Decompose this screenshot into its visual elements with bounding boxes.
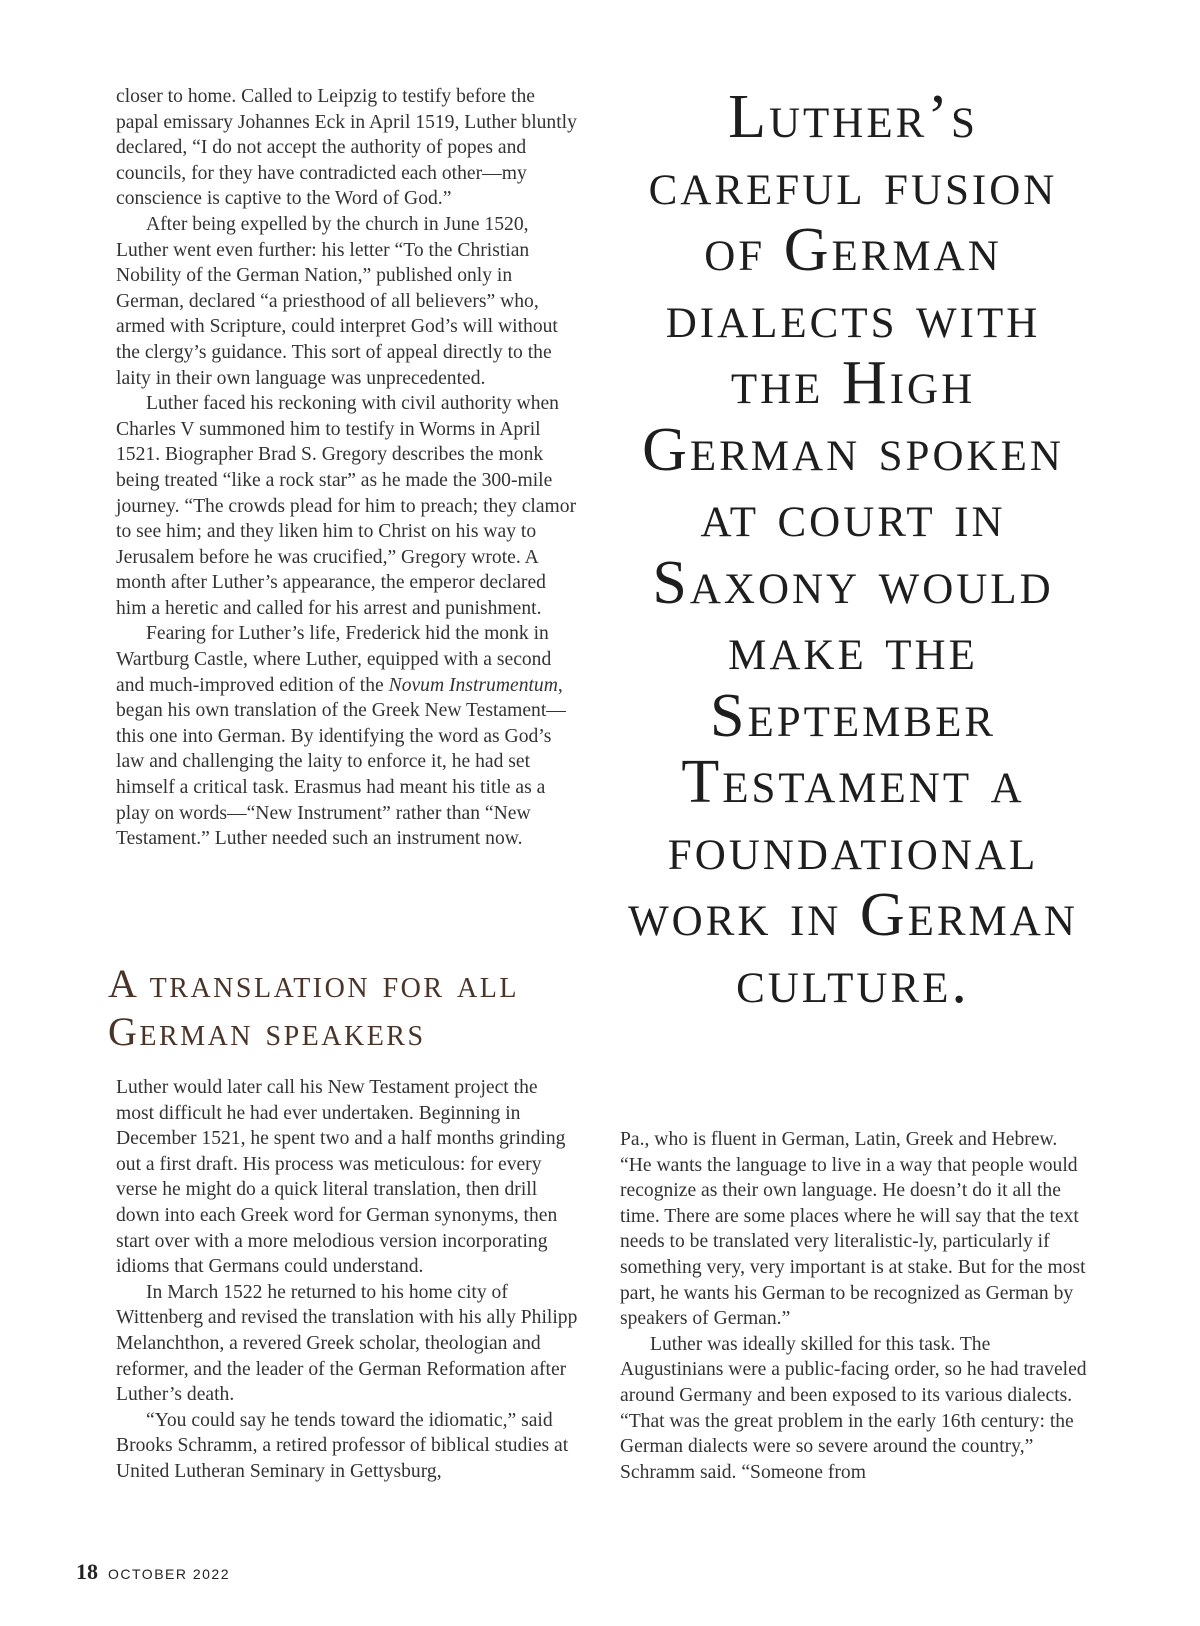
left-column-bottom <box>116 1075 580 1485</box>
right-column-bottom <box>620 1127 1090 1485</box>
body-paragraph: Luther would later call his New Testament project the most difficult he had ever undertaken. Beginning in December 1521, he spent two and a half months grinding out a first draft. His process was meticulous: for every verse he might do a quick literal translation, then drill down into each Greek word for German synonyms, then start over with a more melodious version incorporating idioms that Germans could understand. <box>116 1077 566 1278</box>
body-paragraph: Pa., who is fluent in German, Latin, Greek and Hebrew. “He wants the language to live in a way that people would recognize as their own language. He doesn’t do it all the time. There are some places where he will say that the text needs to be translated very literalistic-ly, particularly if something very, very important is at stake. But for the most part, he wants his German to be recognized as German by speakers of German.” <box>620 1129 1086 1330</box>
paragraph-text: , began his own translation of the Greek New Testament—this one into German. By identifying the word as God’s law and challenging the laity to enforce it, he had set himself a critical task. Erasmus had meant his title as a play on words—“New Instrument” rather than “New Testament.” Luther needed such an instrument now. <box>116 674 566 850</box>
body-paragraph: “You could say he tends toward the idiomatic,” said Brooks Schramm, a retired professor of biblical studies at United Lutheran Seminary in Gettysburg, <box>116 1409 569 1482</box>
page-footer <box>76 1559 230 1585</box>
issue-date: OCTOBER 2022 <box>108 1566 231 1582</box>
body-paragraph: In March 1522 he returned to his home city of Wittenberg and revised the translation with his ally Philipp Melanchthon, a revered Greek scholar, theologian and reformer, and the leader of the German Reformation after Luther’s death. <box>116 1281 578 1406</box>
body-paragraph: Luther was ideally skilled for this task. The Augustinians were a public-facing order, so he had traveled around Germany and been exposed to its various dialects. “That was the great problem in the early 16th century: the German dialects were so severe around the country,” Schramm said. “Someone from <box>620 1333 1087 1483</box>
book-title-italic: Novum Instrumentum <box>388 674 558 696</box>
body-paragraph <box>116 621 580 851</box>
paragraph-text: Fearing for Luther’s life, Frederick hid the monk in Wartburg Castle, where Luther, equipped with a second and much-improved edition of the <box>116 623 552 696</box>
body-paragraph: Luther faced his reckoning with civil authority when Charles V summoned him to testify in Worms in April 1521. Biographer Brad S. Gregory describes the monk being treated “like a rock star” as he made the 300-mile journey. “The crowds plead for him to preach; they clamor to see him; and they liken him to Christ on his way to Jerusalem before he was crucified,” Gregory wrote. A month after Luther’s appearance, the emperor declared him a heretic and called for his arrest and punishment. <box>116 393 577 619</box>
section-subhead: A translation for all German speakers <box>108 961 519 1054</box>
page-number: 18 <box>76 1559 98 1584</box>
pull-quote: Luther’s careful fusion of German dialects with the High German spoken at court in Saxony would make the September Testament a foundational work in German culture. <box>628 83 1078 1016</box>
body-paragraph: After being expelled by the church in June 1520, Luther went even further: his letter “To the Christian Nobility of the German Nation,” published only in German, declared “a priesthood of all believers” who, armed with Scripture, could interpret God’s will without the clergy’s guidance. This sort of appeal directly to the laity in their own language was unprecedented. <box>116 213 558 389</box>
left-column-top <box>116 84 580 852</box>
body-paragraph: closer to home. Called to Leipzig to testify before the papal emissary Johannes Eck in April 1519, Luther bluntly declared, “I do not accept the authority of popes and councils, for they have contradicted each other—my conscience is captive to the Word of God.” <box>116 86 577 210</box>
